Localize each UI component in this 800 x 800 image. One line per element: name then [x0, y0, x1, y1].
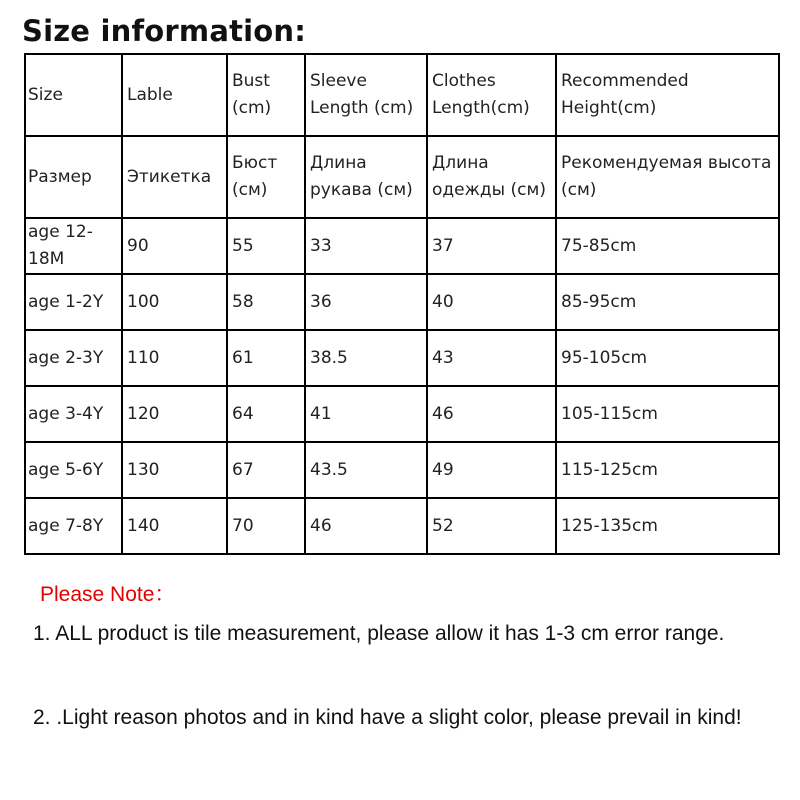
note-line-1: 1. ALL product is tile measurement, please allow it has 1-3 cm error range.: [33, 622, 725, 645]
label-cell: 120: [122, 386, 227, 442]
height-cell: 115-125cm: [556, 442, 779, 498]
bust-cell: 70: [227, 498, 305, 554]
header-cell: Recommended Height(cm): [556, 54, 779, 136]
size-cell: age 12-18M: [25, 218, 122, 274]
height-cell: 75-85cm: [556, 218, 779, 274]
table-row: [25, 330, 779, 386]
header-cell: Бюст (см): [227, 136, 305, 218]
size-cell: age 5-6Y: [25, 442, 122, 498]
length-cell: 40: [427, 274, 556, 330]
height-cell: 125-135cm: [556, 498, 779, 554]
length-cell: 49: [427, 442, 556, 498]
header-cell: Рекомендуемая высота (см): [556, 136, 779, 218]
sleeve-cell: 36: [305, 274, 427, 330]
table-row: [25, 386, 779, 442]
header-cell: Длина рукава (см): [305, 136, 427, 218]
sleeve-cell: 38.5: [305, 330, 427, 386]
sleeve-cell: 33: [305, 218, 427, 274]
table-header-row: [25, 54, 779, 136]
bust-cell: 58: [227, 274, 305, 330]
header-cell: Size: [25, 54, 122, 136]
sleeve-cell: 41: [305, 386, 427, 442]
label-cell: 110: [122, 330, 227, 386]
height-cell: 105-115cm: [556, 386, 779, 442]
note-line-2: 2. .Light reason photos and in kind have a slight color, please prevail in kind!: [33, 706, 742, 729]
label-cell: 130: [122, 442, 227, 498]
label-cell: 90: [122, 218, 227, 274]
header-cell: Этикетка: [122, 136, 227, 218]
table-row: [25, 498, 779, 554]
length-cell: 43: [427, 330, 556, 386]
sleeve-cell: 46: [305, 498, 427, 554]
length-cell: 46: [427, 386, 556, 442]
header-cell: Clothes Length(cm): [427, 54, 556, 136]
table-row: [25, 442, 779, 498]
size-cell: age 3-4Y: [25, 386, 122, 442]
length-cell: 52: [427, 498, 556, 554]
size-cell: age 2-3Y: [25, 330, 122, 386]
table-row: [25, 218, 779, 274]
height-cell: 95-105cm: [556, 330, 779, 386]
label-cell: 140: [122, 498, 227, 554]
header-cell: Sleeve Length (cm): [305, 54, 427, 136]
header-cell: Размер: [25, 136, 122, 218]
bust-cell: 61: [227, 330, 305, 386]
size-cell: age 7-8Y: [25, 498, 122, 554]
bust-cell: 67: [227, 442, 305, 498]
page-title: Size information:: [22, 14, 307, 48]
sleeve-cell: 43.5: [305, 442, 427, 498]
height-cell: 85-95cm: [556, 274, 779, 330]
header-cell: Длина одежды (см): [427, 136, 556, 218]
length-cell: 37: [427, 218, 556, 274]
header-cell: Lable: [122, 54, 227, 136]
bust-cell: 64: [227, 386, 305, 442]
label-cell: 100: [122, 274, 227, 330]
header-cell: Bust (cm): [227, 54, 305, 136]
table-header-row: [25, 136, 779, 218]
size-cell: age 1-2Y: [25, 274, 122, 330]
bust-cell: 55: [227, 218, 305, 274]
table-row: [25, 274, 779, 330]
size-table: [24, 53, 780, 555]
note-title: Please Note：: [40, 583, 176, 606]
